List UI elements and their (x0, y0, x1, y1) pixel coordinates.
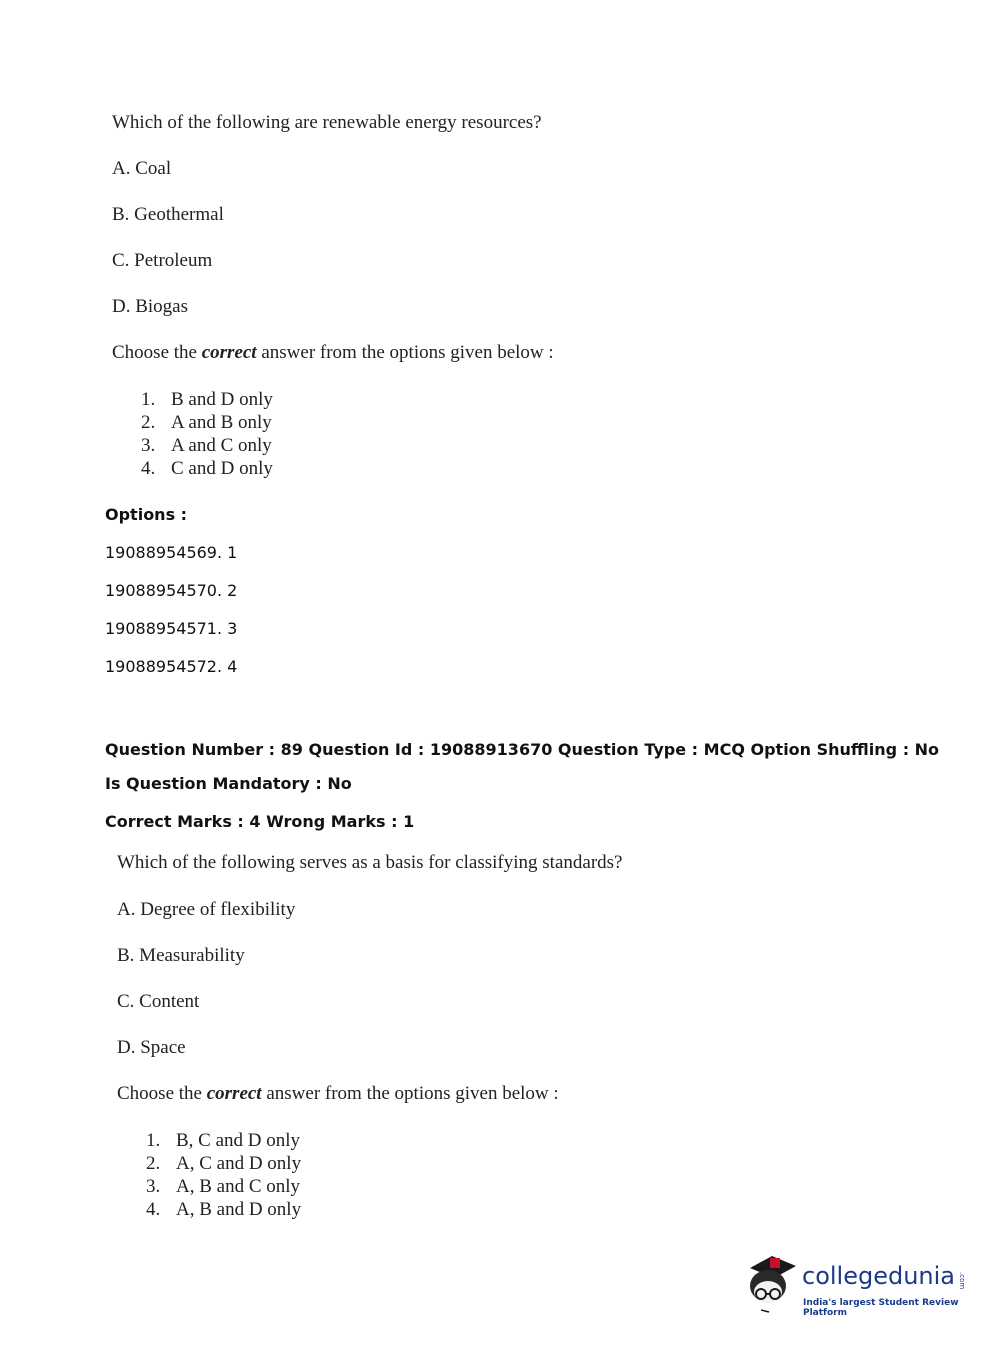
q89-question: Which of the following serves as a basis for classifying standards? (117, 852, 623, 873)
q89-choose-instruction (117, 1083, 559, 1105)
q89-item-a: A. Degree of flexibility (117, 899, 296, 920)
q89-answer-4 (146, 1198, 301, 1221)
q88-item-d: D. Biogas (112, 296, 188, 317)
q89-answer-2-text: A, C and D only (176, 1153, 302, 1174)
q89-answer-2-num: 2. (146, 1153, 161, 1174)
q89-answer-3-num: 3. (146, 1176, 161, 1197)
q89-choose-suffix: answer from the options given below : (261, 1083, 559, 1104)
logo-wordmark: collegedunia (802, 1262, 956, 1290)
q89-item-d: D. Space (117, 1037, 186, 1058)
q89-answer-3-text: A, B and C only (176, 1176, 301, 1197)
q89-item-b: B. Measurability (117, 945, 245, 966)
q88-answer-4-num: 4. (141, 458, 156, 479)
q88-choose-prefix: Choose the (112, 342, 202, 363)
q89-mandatory: Is Question Mandatory : No (105, 774, 352, 793)
q89-answer-4-text: A, B and D only (176, 1199, 302, 1220)
q88-answer-3-num: 3. (141, 435, 156, 456)
q88-option-2: 19088954570. 2 (105, 581, 238, 600)
q88-answer-4-text: C and D only (171, 458, 273, 479)
q88-answer-3-text: A and C only (171, 435, 272, 456)
mascot-icon (742, 1250, 802, 1320)
q89-answer-2 (146, 1152, 301, 1175)
q89-answer-3 (146, 1175, 301, 1198)
q88-answer-3 (141, 434, 273, 457)
q88-item-a: A. Coal (112, 158, 172, 179)
logo-tagline: India's largest Student Review Platform (803, 1298, 959, 1318)
q88-choose-instruction (112, 342, 554, 364)
q89-answer-1-num: 1. (146, 1130, 161, 1151)
q89-item-c: C. Content (117, 991, 200, 1012)
q88-item-b: B. Geothermal (112, 204, 224, 225)
q88-choose-emphasis: correct (201, 342, 257, 363)
q88-item-c: C. Petroleum (112, 250, 213, 271)
q88-answer-1-num: 1. (141, 389, 156, 410)
q88-answer-1 (141, 388, 273, 411)
q89-answer-list (146, 1129, 301, 1221)
q89-choose-emphasis: correct (206, 1083, 262, 1104)
q88-answer-2-num: 2. (141, 412, 156, 433)
q89-marks: Correct Marks : 4 Wrong Marks : 1 (105, 812, 415, 831)
q88-answer-2-text: A and B only (171, 412, 272, 433)
collegedunia-logo (742, 1250, 972, 1320)
q89-meta-line: Question Number : 89 Question Id : 19088913670 Question Type : MCQ Option Shuffling : No (105, 740, 940, 759)
q88-question: Which of the following are renewable energy resources? (112, 112, 542, 133)
q89-answer-1 (146, 1129, 301, 1152)
q88-option-1: 19088954569. 1 (105, 543, 238, 562)
q88-answer-4 (141, 457, 273, 480)
q88-answer-list (141, 388, 273, 480)
q89-choose-prefix: Choose the (117, 1083, 207, 1104)
logo-suffix: .com (958, 1272, 966, 1290)
q88-answer-2 (141, 411, 273, 434)
q89-answer-4-num: 4. (146, 1199, 161, 1220)
q88-option-4: 19088954572. 4 (105, 657, 238, 676)
q88-option-3: 19088954571. 3 (105, 619, 238, 638)
q88-choose-suffix: answer from the options given below : (256, 342, 554, 363)
q88-answer-1-text: B and D only (171, 389, 273, 410)
q89-answer-1-text: B, C and D only (176, 1130, 301, 1151)
q88-options-label: Options : (105, 505, 188, 524)
